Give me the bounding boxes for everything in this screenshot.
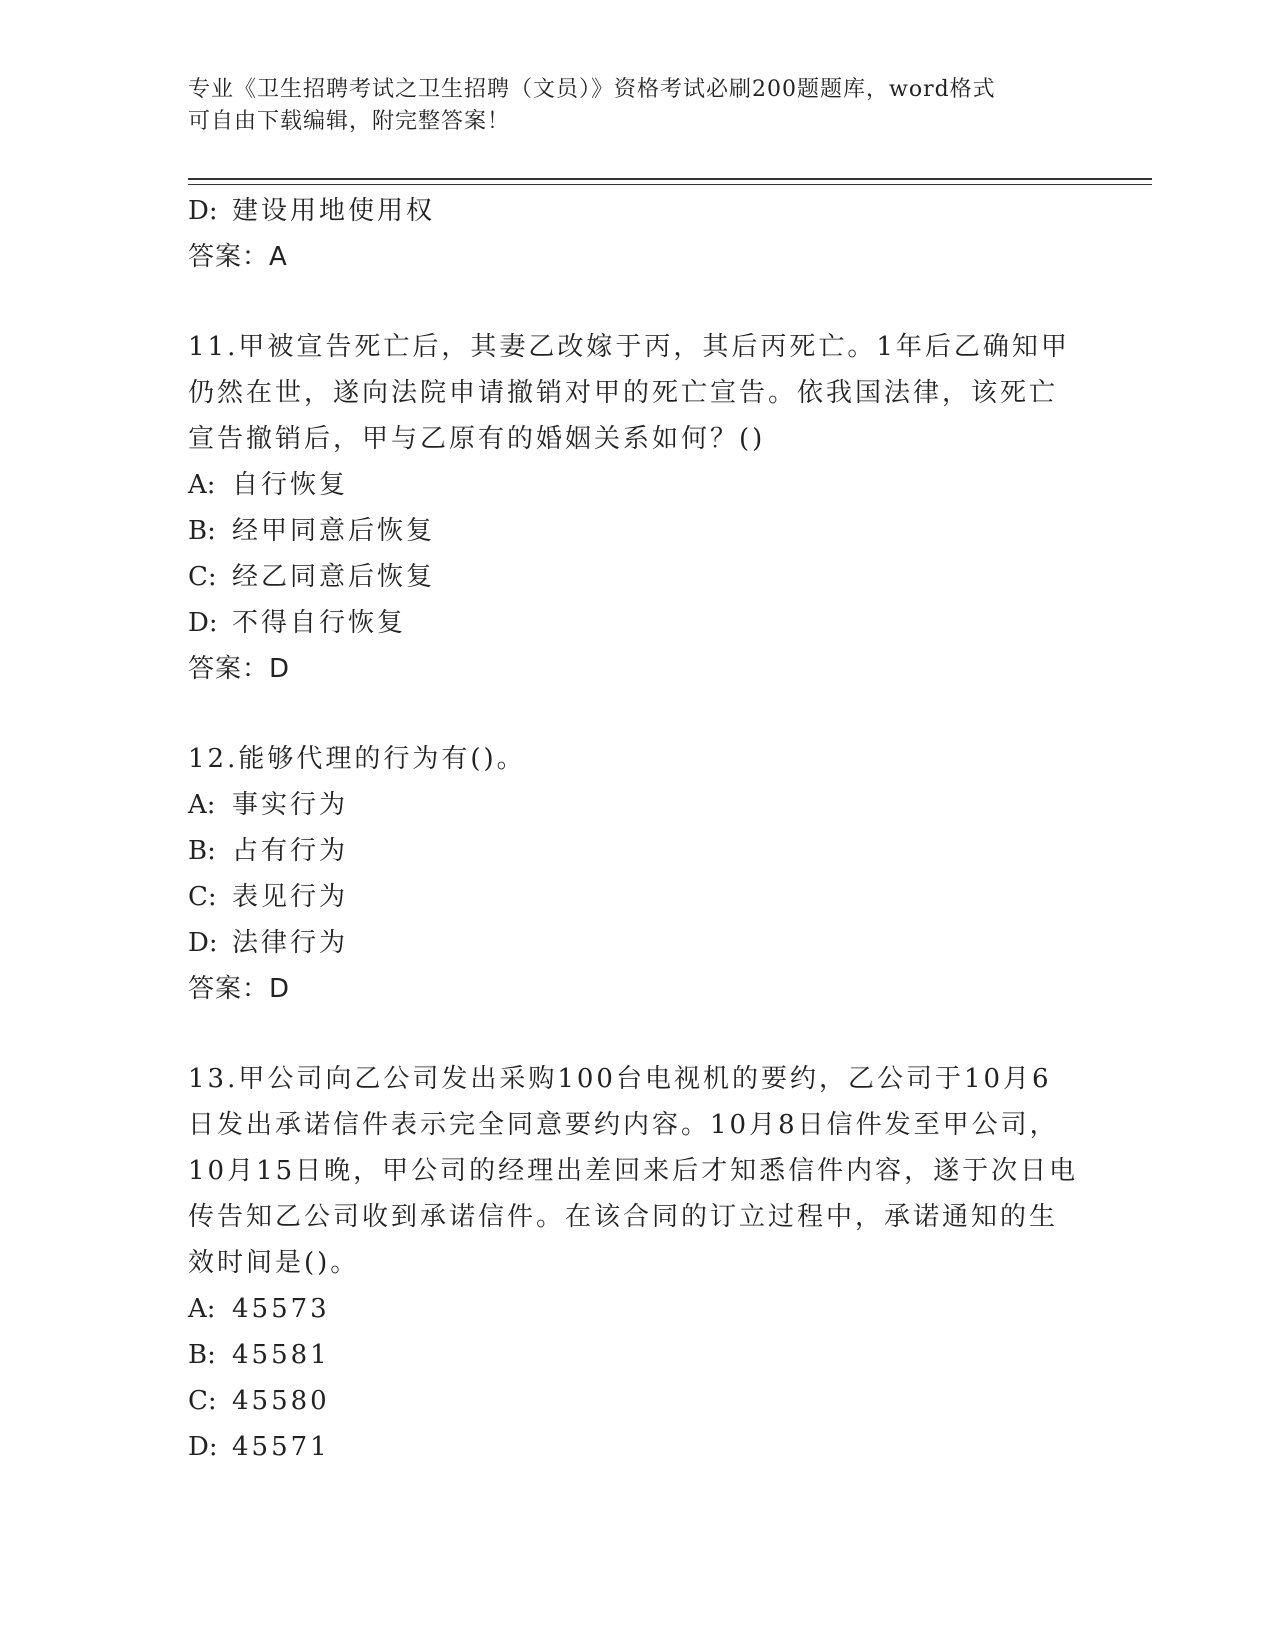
option-text: 45581 bbox=[232, 1340, 330, 1370]
stem-line: 仍然在世，遂向法院申请撤销对甲的死亡宣告。依我国法律，该死亡 bbox=[188, 378, 1059, 408]
option-label: B: bbox=[188, 1340, 216, 1370]
option-b bbox=[188, 1332, 1088, 1378]
question-stem bbox=[188, 736, 1088, 782]
option-label: D: bbox=[188, 1432, 218, 1462]
question-stem bbox=[188, 1056, 1088, 1286]
option-b bbox=[188, 828, 1088, 874]
option-text: 不得自行恢复 bbox=[232, 608, 407, 638]
option-text: 表见行为 bbox=[232, 882, 349, 912]
option-text: 45580 bbox=[232, 1386, 330, 1416]
option-text: 45573 bbox=[232, 1294, 330, 1324]
option-label: D: bbox=[188, 196, 218, 226]
question-12 bbox=[188, 736, 1088, 1012]
stem-line: 13.甲公司向乙公司发出采购100台电视机的要约，乙公司于10月6 bbox=[188, 1064, 1052, 1094]
answer-line: 答案：D bbox=[188, 974, 291, 1004]
stem-line: 11.甲被宣告死亡后，其妻乙改嫁于丙，其后丙死亡。1年后乙确知甲 bbox=[188, 332, 1070, 362]
option-d bbox=[188, 188, 1088, 234]
option-c bbox=[188, 874, 1088, 920]
option-a bbox=[188, 782, 1088, 828]
option-text: 经甲同意后恢复 bbox=[232, 516, 436, 546]
option-a bbox=[188, 1286, 1088, 1332]
stem-line: 12.能够代理的行为有()。 bbox=[188, 744, 526, 774]
document-header bbox=[188, 74, 1068, 138]
question-list bbox=[188, 188, 1088, 1470]
option-text: 法律行为 bbox=[232, 928, 349, 958]
answer-line: 答案：A bbox=[188, 242, 288, 272]
option-a bbox=[188, 462, 1088, 508]
option-d bbox=[188, 600, 1088, 646]
option-label: C: bbox=[188, 882, 217, 912]
header-divider-thin bbox=[188, 184, 1152, 185]
option-text: 经乙同意后恢复 bbox=[232, 562, 436, 592]
question-11 bbox=[188, 324, 1088, 692]
header-line-2: 可自由下载编辑，附完整答案！ bbox=[188, 109, 511, 134]
option-label: A: bbox=[188, 790, 216, 820]
stem-line: 宣告撤销后，甲与乙原有的婚姻关系如何？() bbox=[188, 424, 766, 454]
option-text: 建设用地使用权 bbox=[232, 196, 436, 226]
option-c bbox=[188, 1378, 1088, 1424]
option-d bbox=[188, 920, 1088, 966]
stem-line: 10月15日晚，甲公司的经理出差回来后才知悉信件内容，遂于次日电 bbox=[188, 1156, 1079, 1186]
header-line-1: 专业《卫生招聘考试之卫生招聘（文员）》资格考试必刷200题题库，word格式 bbox=[188, 77, 996, 102]
option-label: B: bbox=[188, 836, 216, 866]
option-label: D: bbox=[188, 608, 218, 638]
option-text: 事实行为 bbox=[232, 790, 349, 820]
answer-line: 答案：D bbox=[188, 654, 291, 684]
option-label: C: bbox=[188, 1386, 217, 1416]
option-d bbox=[188, 1424, 1088, 1470]
option-text: 自行恢复 bbox=[232, 470, 349, 500]
option-text: 45571 bbox=[232, 1432, 330, 1462]
option-b bbox=[188, 508, 1088, 554]
header-divider-thick bbox=[188, 178, 1152, 180]
option-text: 占有行为 bbox=[232, 836, 349, 866]
option-label: A: bbox=[188, 1294, 216, 1324]
question-13 bbox=[188, 1056, 1088, 1470]
option-label: C: bbox=[188, 562, 217, 592]
stem-line: 日发出承诺信件表示完全同意要约内容。10月8日信件发至甲公司， bbox=[188, 1110, 1059, 1140]
option-label: A: bbox=[188, 470, 216, 500]
option-label: D: bbox=[188, 928, 218, 958]
option-c bbox=[188, 554, 1088, 600]
stem-line: 效时间是()。 bbox=[188, 1248, 360, 1278]
option-label: B: bbox=[188, 516, 216, 546]
stem-line: 传告知乙公司收到承诺信件。在该合同的订立过程中，承诺通知的生 bbox=[188, 1202, 1059, 1232]
question-stem bbox=[188, 324, 1088, 462]
